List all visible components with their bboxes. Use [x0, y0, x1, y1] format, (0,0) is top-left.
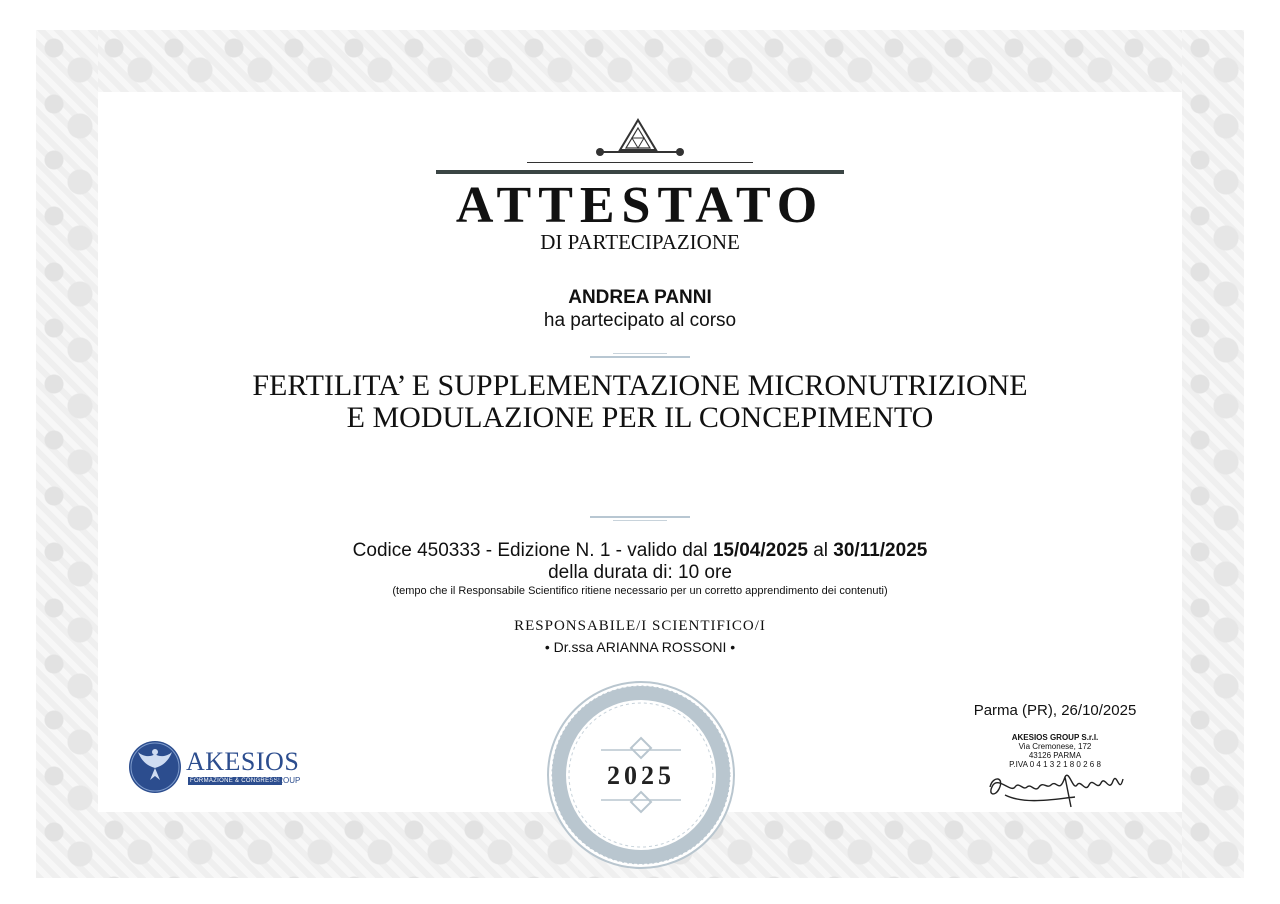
stamp-address: Via Cremonese, 172 [1018, 742, 1092, 751]
date-to: 30/11/2025 [833, 540, 928, 561]
certificate-subtitle: DI PARTECIPAZIONE [540, 230, 740, 254]
course-duration: della durata di: 10 ore [548, 562, 732, 583]
akesios-logo [128, 740, 308, 794]
title-rule-thin [527, 162, 753, 163]
date-from: 15/04/2025 [712, 540, 808, 561]
year-seal [544, 680, 738, 870]
course-title-line1: FERTILITA’ E SUPPLEMENTAZIONE MICRONUTRIZIONE [252, 369, 1028, 402]
divider-lower-thin [613, 520, 667, 521]
stamp-city: 43126 PARMA [1028, 751, 1082, 760]
ornamental-border-left [36, 30, 98, 878]
participation-text: ha partecipato al corso [543, 310, 737, 331]
title-rule-thick [436, 170, 844, 174]
ornamental-border-top [36, 30, 1244, 92]
divider-upper-thin [613, 353, 667, 354]
seal-year: 2025 [607, 761, 675, 790]
ornamental-border-right [1182, 30, 1244, 878]
duration-note: (tempo che il Responsabile Scientifico ritiene necessario per un corretto apprendimento dei contenuti) [392, 585, 888, 597]
logo-name: AKESIOS [186, 747, 300, 776]
stamp-vat: P.IVA 0 4 1 3 2 1 8 0 2 6 8 [1009, 760, 1101, 769]
scientific-responsible-name: • Dr.ssa ARIANNA ROSSONI • [544, 639, 736, 655]
logo-group: GROUP [271, 776, 301, 785]
course-title-line2: E MODULAZIONE PER IL CONCEPIMENTO [346, 401, 934, 434]
phoenix-logo-icon [128, 740, 182, 794]
certificate-title: ATTESTATO [455, 177, 825, 234]
divider-lower [590, 516, 690, 518]
course-code-validity [0, 540, 1280, 562]
divider-upper [590, 356, 690, 358]
place-date: Parma (PR), 26/10/2025 [973, 702, 1137, 719]
scientific-responsible-label: RESPONSABILE/I SCIENTIFICO/I [514, 618, 766, 634]
company-stamp [985, 733, 1125, 769]
course-code: Codice 450333 - Edizione N. 1 - valido dal [352, 540, 713, 561]
participant-name: ANDREA PANNI [568, 287, 712, 308]
date-separator: al [807, 540, 834, 561]
stamp-company: AKESIOS GROUP S.r.l. [1011, 733, 1099, 742]
handwritten-signature [985, 765, 1135, 815]
triangle-emblem-icon [590, 118, 690, 164]
logo-tagline: FORMAZIONE & CONGRESSI [190, 778, 280, 784]
